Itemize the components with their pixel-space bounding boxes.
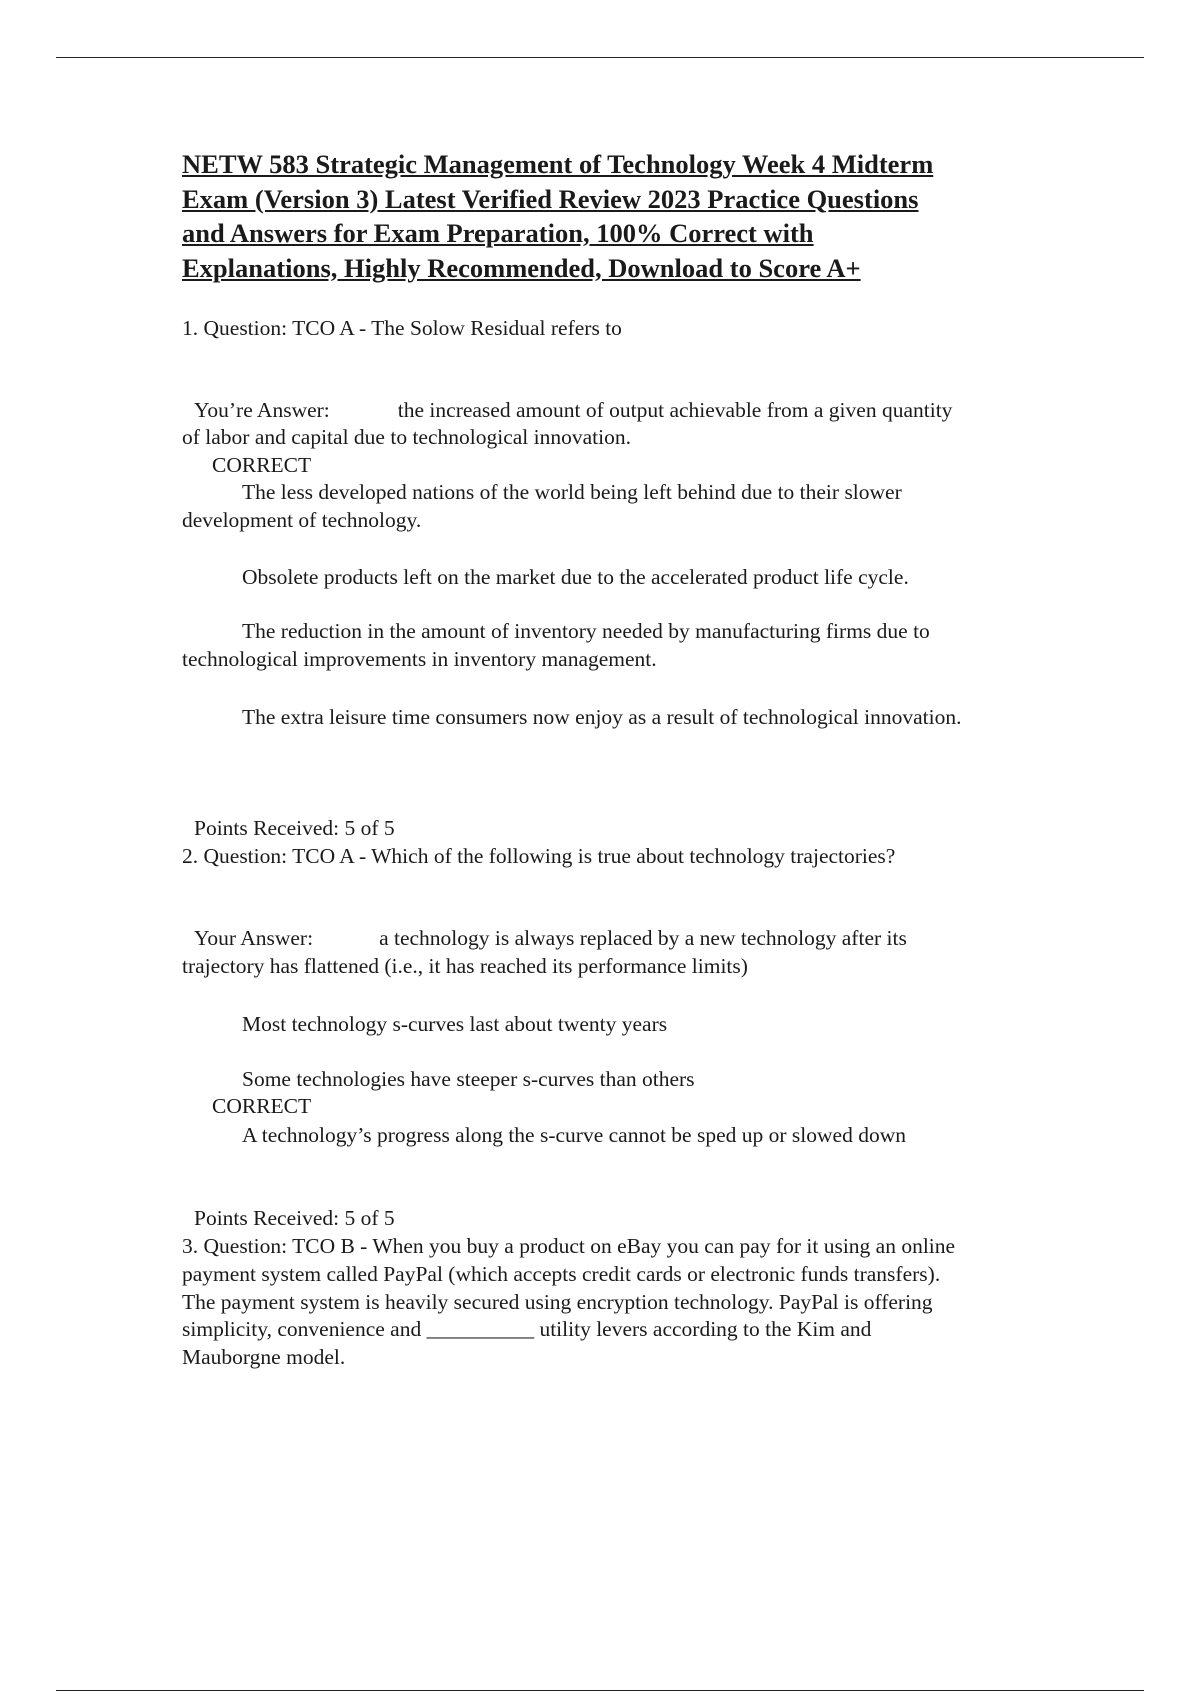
title-line: Explanations, Highly Recommended, Download to Score A+ [182, 252, 861, 283]
q1-option-3: Obsolete products left on the market due to the accelerated product life cycle. [242, 565, 909, 589]
q1-correct-label: CORRECT [212, 453, 312, 477]
q2-points: Points Received: 5 of 5 [194, 1206, 395, 1230]
q3-question-line: 3. Question: TCO B - When you buy a product on eBay you can pay for it using an online [182, 1234, 956, 1258]
q3-question-line: payment system called PayPal (which accepts credit cards or electronic funds transfers). [182, 1262, 941, 1286]
q1-answer-text: the increased amount of output achievable from a given quantity [397, 398, 953, 422]
q1-option-4: The reduction in the amount of inventory needed by manufacturing firms due to [242, 619, 930, 643]
q1-option-2-cont: development of technology. [182, 508, 422, 532]
q2-answer-label: Your Answer: [194, 926, 314, 950]
q2-answer-cont: trajectory has flattened (i.e., it has reached its performance limits) [182, 954, 748, 978]
q1-answer-row [194, 397, 952, 424]
q1-option-5: The extra leisure time consumers now enjoy as a result of technological innovation. [242, 705, 962, 729]
q2-question: 2. Question: TCO A - Which of the following is true about technology trajectories? [182, 844, 896, 868]
title-line: Exam (Version 3) Latest Verified Review 2023 Practice Questions [182, 183, 919, 214]
q2-answer-row [194, 925, 907, 952]
q2-option-2: Most technology s-curves last about twenty years [242, 1012, 668, 1036]
title-line: and Answers for Exam Preparation, 100% Correct with [182, 218, 814, 248]
q1-option-4-cont: technological improvements in inventory management. [182, 647, 657, 671]
top-rule [56, 57, 1144, 58]
q3-question-line: Mauborgne model. [182, 1345, 346, 1369]
q2-correct-label: CORRECT [212, 1094, 312, 1118]
document-title [182, 147, 1062, 285]
q1-question: 1. Question: TCO A - The Solow Residual refers to [182, 316, 622, 340]
q1-points: Points Received: 5 of 5 [194, 816, 395, 840]
q2-answer-text: a technology is always replaced by a new technology after its [379, 926, 907, 950]
bottom-rule [56, 1690, 1144, 1691]
q1-option-2: The less developed nations of the world being left behind due to their slower [242, 480, 902, 504]
q1-answer-label: You’re Answer: [194, 398, 330, 422]
q2-option-4: A technology’s progress along the s-curve cannot be sped up or slowed down [242, 1123, 906, 1147]
q3-question-line: The payment system is heavily secured using encryption technology. PayPal is offering [182, 1290, 933, 1314]
q2-option-3: Some technologies have steeper s-curves than others [242, 1067, 695, 1091]
title-line: NETW 583 Strategic Management of Technology Week 4 Midterm [182, 149, 934, 179]
q1-answer-cont: of labor and capital due to technological innovation. [182, 425, 631, 449]
q3-question-line: simplicity, convenience and __________ utility levers according to the Kim and [182, 1317, 872, 1341]
